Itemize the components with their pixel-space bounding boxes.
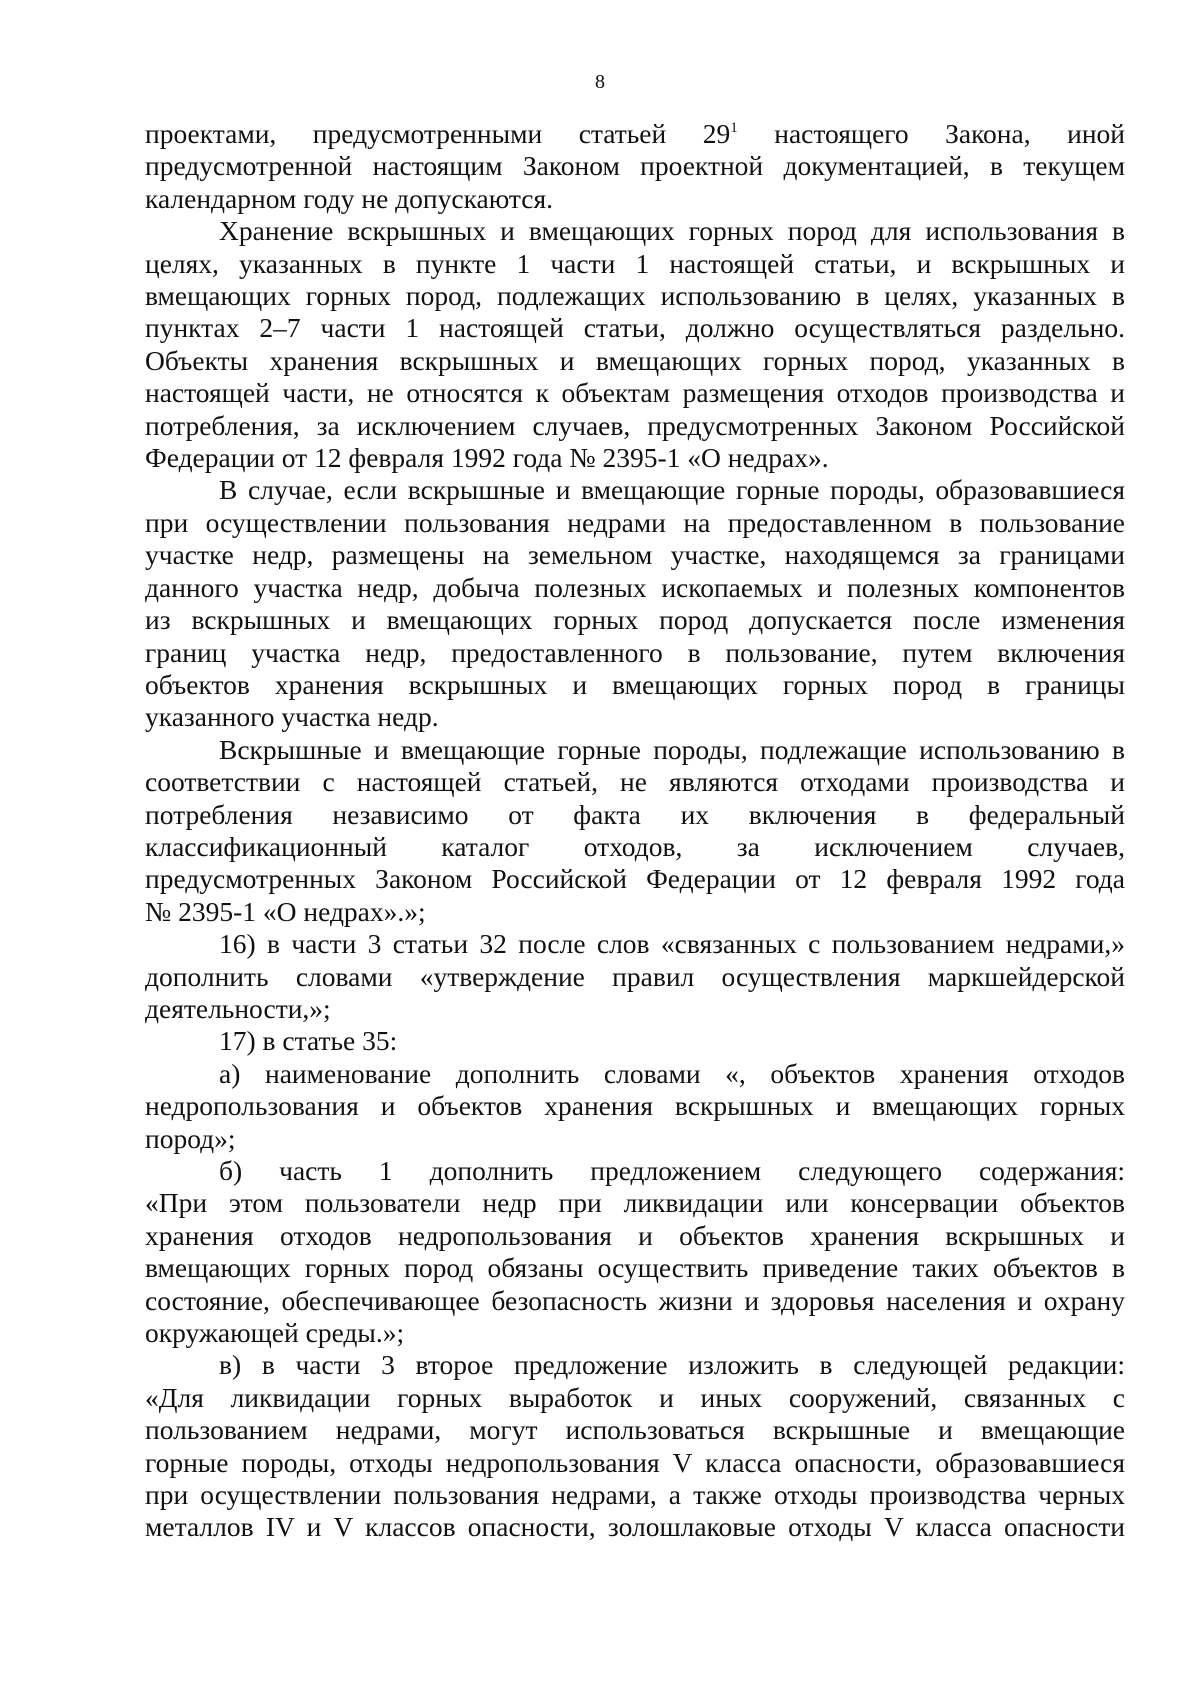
text-line: деятельности,»;: [145, 992, 331, 1024]
text-line: из вскрышных и вмещающих горных пород допускается после изменения: [145, 604, 1125, 636]
paragraph-start-line: Вскрышные и вмещающие горные породы, подлежащие использованию в: [219, 733, 1125, 765]
document-body: [145, 118, 1125, 1544]
text-line: соответствии с настоящей статьей, не являются отходами производства и: [145, 766, 1125, 798]
text-line: календарном году не допускаются.: [145, 182, 554, 214]
text-line: «При этом пользователи недр при ликвидации или консервации объектов: [145, 1187, 1125, 1219]
page-number: 8: [595, 71, 605, 93]
text-line: при осуществлении пользования недрами, а также отходы производства черных: [145, 1479, 1125, 1511]
text-line: при осуществлении пользования недрами на предоставленном в пользование: [145, 506, 1125, 538]
text-line: настоящей части, не относятся к объектам размещения отходов производства и: [145, 377, 1125, 409]
text-line: Объекты хранения вскрышных и вмещающих горных пород, указанных в: [145, 344, 1125, 376]
text-line: вмещающих горных пород обязаны осуществить приведение таких объектов в: [145, 1252, 1125, 1284]
text-line: данного участка недр, добыча полезных ископаемых и полезных компонентов: [145, 571, 1125, 603]
paragraph-start-line: 17) в статье 35:: [219, 1025, 398, 1057]
text-line: участке недр, размещены на земельном участке, находящемся за границами: [145, 539, 1125, 571]
text-line: металлов IV и V классов опасности, золошлаковые отходы V класса опасности: [145, 1511, 1125, 1543]
text-line: дополнить словами «утверждение правил осуществления маркшейдерской: [145, 960, 1125, 992]
text-line: классификационный каталог отходов, за исключением случаев,: [145, 830, 1125, 862]
text-line: предусмотренной настоящим Законом проектной документацией, в текущем: [145, 150, 1125, 182]
paragraph-start-line: Хранение вскрышных и вмещающих горных пород для использования в: [219, 215, 1125, 247]
text-line: хранения отходов недропользования и объектов хранения вскрышных и: [145, 1219, 1125, 1251]
text-line: потребления, за исключением случаев, предусмотренных Законом Российской: [145, 409, 1125, 441]
paragraph-start-line: В случае, если вскрышные и вмещающие горные породы, образовавшиеся: [219, 474, 1125, 506]
text-line: окружающей среды.»;: [145, 1317, 405, 1349]
text-line: проектами, предусмотренными статьей $29^1$ настоящего Закона, иной: [145, 118, 1126, 149]
text-line: указанного участка недр.: [145, 701, 439, 733]
paragraph-start-line: 16) в части 3 статьи 32 после слов «связанных с пользованием недрами,»: [219, 928, 1125, 960]
text-line: пород»;: [145, 1122, 236, 1154]
text-line: вмещающих горных пород, подлежащих использованию в целях, указанных в: [145, 280, 1125, 312]
text-line: пользованием недрами, могут использоваться вскрышные и вмещающие: [145, 1414, 1125, 1446]
text-line: «Для ликвидации горных выработок и иных сооружений, связанных с: [145, 1381, 1125, 1413]
paragraph-start-line: б) часть 1 дополнить предложением следующего содержания:: [219, 1155, 1125, 1186]
text-line: границ участка недр, предоставленного в пользование, путем включения: [145, 636, 1125, 668]
text-line: объектов хранения вскрышных и вмещающих горных пород в границы: [145, 668, 1125, 700]
text-line: потребления независимо от факта их включения в федеральный: [145, 798, 1125, 830]
text-line: предусмотренных Законом Российской Федерации от 12 февраля 1992 года: [145, 863, 1125, 895]
text-line: пунктах 2–7 части 1 настоящей статьи, должно осуществляться раздельно.: [145, 312, 1125, 344]
text-line: целях, указанных в пункте 1 части 1 настоящей статьи, и вскрышных и: [145, 247, 1125, 279]
text-line: горные породы, отходы недропользования V класса опасности, образовавшиеся: [145, 1446, 1125, 1478]
text-line: № 2395-1 «О недрах».»;: [145, 895, 426, 927]
text-line: состояние, обеспечивающее безопасность жизни и здоровья населения и охрану: [145, 1284, 1125, 1316]
text-line: Федерации от 12 февраля 1992 года № 2395-1 «О недрах».: [145, 442, 829, 474]
text-line: недропользования и объектов хранения вскрышных и вмещающих горных: [145, 1090, 1125, 1122]
paragraph-start-line: в) в части 3 второе предложение изложить в следующей редакции:: [219, 1349, 1125, 1381]
paragraph-start-line: а) наименование дополнить словами «, объектов хранения отходов: [219, 1057, 1125, 1089]
